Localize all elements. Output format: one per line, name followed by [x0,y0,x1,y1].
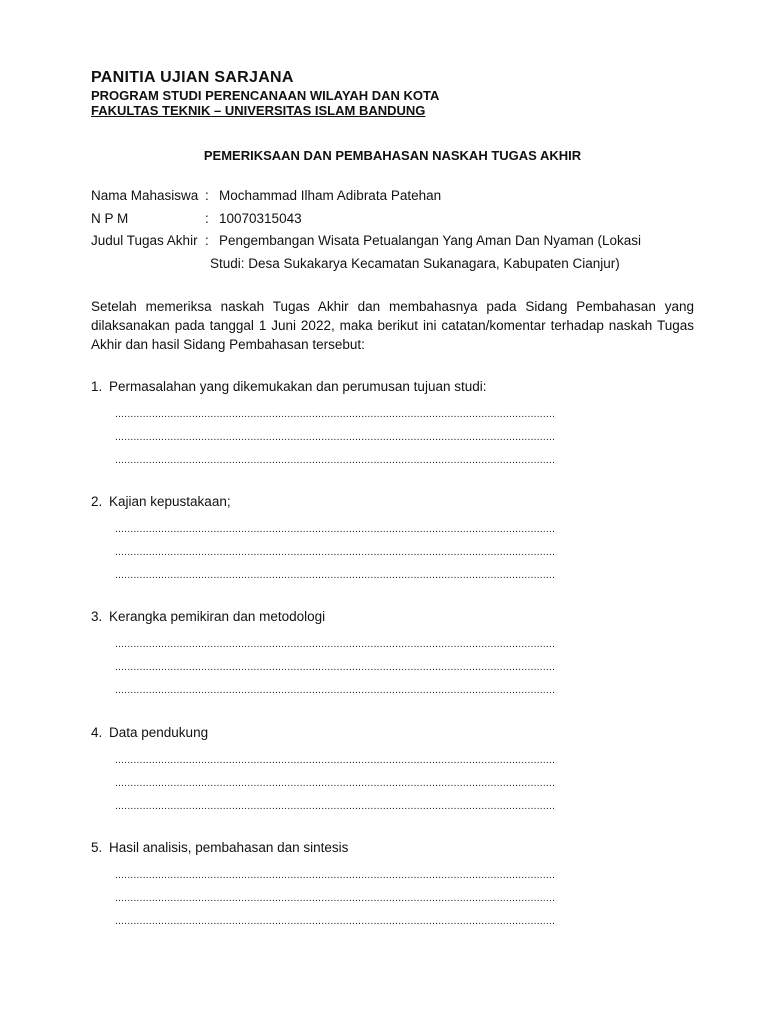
thesis-title-value-line1: Pengembangan Wisata Petualangan Yang Aman Dan Nyaman (Lokasi [219,233,642,248]
document-page [91,68,694,354]
comment-line: ............................................................................................................................................... [115,639,556,650]
thesis-title-row [91,230,694,253]
comment-line: ............................................................................................................................................... [115,916,556,927]
review-section-2 [91,493,671,587]
comment-line: ............................................................................................................................................... [115,662,556,673]
thesis-title-value-line2: Studi: Desa Sukakarya Kecamatan Sukanagara, Kabupaten Cianjur) [210,255,620,271]
review-section-5 [91,839,671,933]
review-section-4 [91,724,671,818]
student-name-row [91,185,694,208]
comment-line: ............................................................................................................................................... [115,893,556,904]
section-number: 5. [91,840,103,855]
section-number: 3. [91,609,103,624]
comment-line: ............................................................................................................................................... [115,570,556,581]
comment-line: ............................................................................................................................................... [115,547,556,558]
committee-heading: PANITIA UJIAN SARJANA [91,69,294,86]
section-label: Kajian kepustakaan; [109,494,231,509]
comment-line: ............................................................................................................................................... [115,432,556,443]
comment-line: ............................................................................................................................................... [115,778,556,789]
colon: : [205,233,209,248]
section-number: 4. [91,725,103,740]
student-npm-value: 10070315043 [219,210,302,226]
comment-line: ............................................................................................................................................... [115,801,556,812]
comment-line: ............................................................................................................................................... [115,870,556,881]
comment-line: ............................................................................................................................................... [115,524,556,535]
form-title: PEMERIKSAAN DAN PEMBAHASAN NASKAH TUGAS AKHIR [203,148,582,163]
section-number: 2. [91,494,103,509]
section-label: Data pendukung [109,725,209,740]
student-npm-label: N P M [91,210,129,226]
section-number: 1. [91,379,103,394]
colon: : [205,210,209,226]
thesis-title-label: Judul Tugas Akhir [91,233,198,248]
faculty-heading: FAKULTAS TEKNIK – UNIVERSITAS ISLAM BANDUNG [91,103,426,118]
section-label: Hasil analisis, pembahasan dan sintesis [109,840,349,855]
section-label: Permasalahan yang dikemukakan dan perumusan tujuan studi: [109,379,487,394]
review-section-1 [91,378,671,472]
student-npm-row [91,208,694,231]
intro-paragraph: Setelah memeriksa naskah Tugas Akhir dan membahasnya pada Sidang Pembahasan yang dilaksanakan pada tanggal 1 Juni 2022, maka berikut ini catatan/komentar terhadap naskah Tugas Akhir dan hasil Sidang Pembahasan tersebut: [91,299,694,352]
section-label: Kerangka pemikiran dan metodologi [109,609,326,624]
review-section-3 [91,608,671,702]
program-heading: PROGRAM STUDI PERENCANAAN WILAYAH DAN KOTA [91,88,440,103]
colon: : [205,188,209,203]
student-info [91,185,694,275]
comment-line: ............................................................................................................................................... [115,685,556,696]
student-name-value: Mochammad Ilham Adibrata Patehan [219,188,442,203]
student-name-label: Nama Mahasiswa [91,188,199,203]
comment-line: ............................................................................................................................................... [115,755,556,766]
comment-line: ............................................................................................................................................... [115,409,556,420]
comment-line: ............................................................................................................................................... [115,455,556,466]
